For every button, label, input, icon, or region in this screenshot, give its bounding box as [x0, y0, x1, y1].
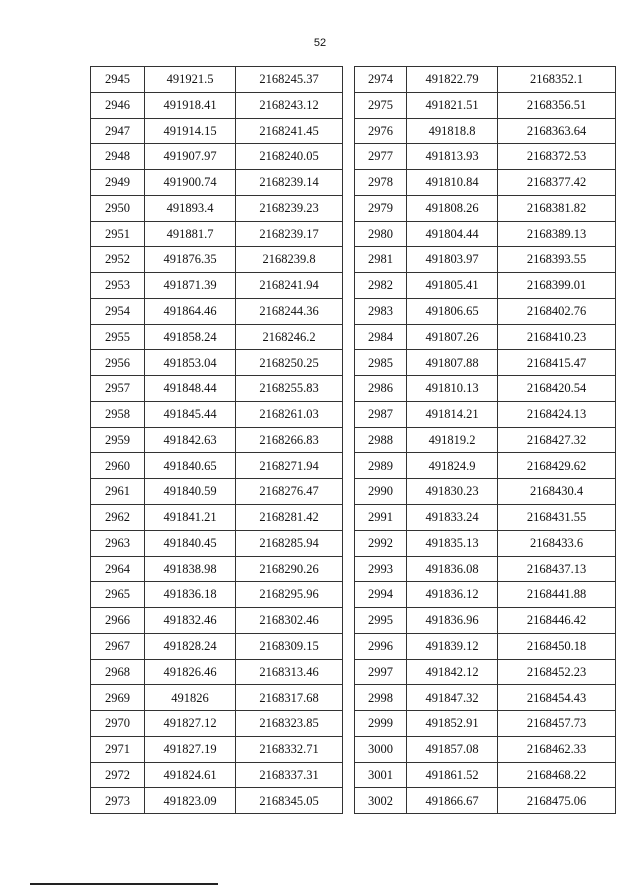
x-coordinate-cell: 491830.23 [407, 479, 498, 505]
x-coordinate-cell: 491821.51 [407, 92, 498, 118]
point-number-cell: 2966 [91, 608, 145, 634]
x-coordinate-cell: 491871.39 [145, 273, 236, 299]
point-number-cell: 2977 [355, 144, 407, 170]
table-row [91, 479, 343, 505]
x-coordinate-cell: 491907.97 [145, 144, 236, 170]
y-coordinate-cell: 2168433.6 [498, 530, 616, 556]
table-row [355, 633, 616, 659]
point-number-cell: 2997 [355, 659, 407, 685]
y-coordinate-cell: 2168337.31 [236, 762, 343, 788]
point-number-cell: 2975 [355, 92, 407, 118]
x-coordinate-cell: 491819.2 [407, 427, 498, 453]
y-coordinate-cell: 2168271.94 [236, 453, 343, 479]
table-row [91, 92, 343, 118]
x-coordinate-cell: 491813.93 [407, 144, 498, 170]
table-row [91, 401, 343, 427]
x-coordinate-cell: 491803.97 [407, 247, 498, 273]
point-number-cell: 2968 [91, 659, 145, 685]
y-coordinate-cell: 2168285.94 [236, 530, 343, 556]
table-row [91, 350, 343, 376]
y-coordinate-cell: 2168332.71 [236, 736, 343, 762]
x-coordinate-cell: 491840.65 [145, 453, 236, 479]
y-coordinate-cell: 2168323.85 [236, 711, 343, 737]
y-coordinate-cell: 2168309.15 [236, 633, 343, 659]
x-coordinate-cell: 491858.24 [145, 324, 236, 350]
y-coordinate-cell: 2168239.8 [236, 247, 343, 273]
table-row [355, 479, 616, 505]
x-coordinate-cell: 491808.26 [407, 195, 498, 221]
x-coordinate-cell: 491900.74 [145, 170, 236, 196]
y-coordinate-cell: 2168402.76 [498, 298, 616, 324]
point-number-cell: 2972 [91, 762, 145, 788]
point-number-cell: 2955 [91, 324, 145, 350]
point-number-cell: 2952 [91, 247, 145, 273]
point-number-cell: 2953 [91, 273, 145, 299]
x-coordinate-cell: 491826.46 [145, 659, 236, 685]
point-number-cell: 2994 [355, 582, 407, 608]
x-coordinate-cell: 491861.52 [407, 762, 498, 788]
y-coordinate-cell: 2168372.53 [498, 144, 616, 170]
y-coordinate-cell: 2168393.55 [498, 247, 616, 273]
x-coordinate-cell: 491804.44 [407, 221, 498, 247]
point-number-cell: 2958 [91, 401, 145, 427]
table-row [91, 273, 343, 299]
x-coordinate-cell: 491839.12 [407, 633, 498, 659]
table-row [355, 530, 616, 556]
x-coordinate-cell: 491836.08 [407, 556, 498, 582]
table-row [355, 453, 616, 479]
x-coordinate-cell: 491853.04 [145, 350, 236, 376]
table-row [355, 247, 616, 273]
coordinate-table-left [90, 66, 343, 814]
table-row [355, 170, 616, 196]
table-row [355, 298, 616, 324]
y-coordinate-cell: 2168430.4 [498, 479, 616, 505]
point-number-cell: 2982 [355, 273, 407, 299]
y-coordinate-cell: 2168424.13 [498, 401, 616, 427]
x-coordinate-cell: 491857.08 [407, 736, 498, 762]
table-row [355, 505, 616, 531]
x-coordinate-cell: 491842.63 [145, 427, 236, 453]
y-coordinate-cell: 2168429.62 [498, 453, 616, 479]
point-number-cell: 2981 [355, 247, 407, 273]
table-row [91, 376, 343, 402]
x-coordinate-cell: 491848.44 [145, 376, 236, 402]
point-number-cell: 2964 [91, 556, 145, 582]
y-coordinate-cell: 2168441.88 [498, 582, 616, 608]
table-row [355, 762, 616, 788]
table-row [91, 633, 343, 659]
table-row [91, 711, 343, 737]
point-number-cell: 2970 [91, 711, 145, 737]
coordinate-table-right [354, 66, 616, 814]
y-coordinate-cell: 2168266.83 [236, 427, 343, 453]
table-row [91, 608, 343, 634]
point-number-cell: 2991 [355, 505, 407, 531]
y-coordinate-cell: 2168450.18 [498, 633, 616, 659]
table-row [355, 711, 616, 737]
point-number-cell: 2998 [355, 685, 407, 711]
x-coordinate-cell: 491847.32 [407, 685, 498, 711]
x-coordinate-cell: 491852.91 [407, 711, 498, 737]
y-coordinate-cell: 2168389.13 [498, 221, 616, 247]
y-coordinate-cell: 2168281.42 [236, 505, 343, 531]
table-row [91, 170, 343, 196]
x-coordinate-cell: 491881.7 [145, 221, 236, 247]
y-coordinate-cell: 2168255.83 [236, 376, 343, 402]
point-number-cell: 2976 [355, 118, 407, 144]
table-row [91, 67, 343, 93]
table-row [355, 376, 616, 402]
point-number-cell: 2992 [355, 530, 407, 556]
x-coordinate-cell: 491840.45 [145, 530, 236, 556]
table-row [355, 67, 616, 93]
x-coordinate-cell: 491827.12 [145, 711, 236, 737]
table-row [91, 762, 343, 788]
table-row [355, 221, 616, 247]
x-coordinate-cell: 491921.5 [145, 67, 236, 93]
point-number-cell: 2954 [91, 298, 145, 324]
x-coordinate-cell: 491842.12 [407, 659, 498, 685]
y-coordinate-cell: 2168462.33 [498, 736, 616, 762]
y-coordinate-cell: 2168475.06 [498, 788, 616, 814]
y-coordinate-cell: 2168239.14 [236, 170, 343, 196]
x-coordinate-cell: 491836.12 [407, 582, 498, 608]
x-coordinate-cell: 491824.9 [407, 453, 498, 479]
x-coordinate-cell: 491823.09 [145, 788, 236, 814]
point-number-cell: 2980 [355, 221, 407, 247]
point-number-cell: 2995 [355, 608, 407, 634]
x-coordinate-cell: 491807.26 [407, 324, 498, 350]
table-row [91, 505, 343, 531]
x-coordinate-cell: 491918.41 [145, 92, 236, 118]
point-number-cell: 2996 [355, 633, 407, 659]
x-coordinate-cell: 491845.44 [145, 401, 236, 427]
table-row [91, 221, 343, 247]
x-coordinate-cell: 491822.79 [407, 67, 498, 93]
point-number-cell: 2950 [91, 195, 145, 221]
x-coordinate-cell: 491914.15 [145, 118, 236, 144]
table-row [355, 118, 616, 144]
table-row [355, 427, 616, 453]
table-row [91, 453, 343, 479]
point-number-cell: 2990 [355, 479, 407, 505]
x-coordinate-cell: 491826 [145, 685, 236, 711]
x-coordinate-cell: 491818.8 [407, 118, 498, 144]
y-coordinate-cell: 2168399.01 [498, 273, 616, 299]
y-coordinate-cell: 2168446.42 [498, 608, 616, 634]
x-coordinate-cell: 491864.46 [145, 298, 236, 324]
y-coordinate-cell: 2168468.22 [498, 762, 616, 788]
x-coordinate-cell: 491832.46 [145, 608, 236, 634]
point-number-cell: 2986 [355, 376, 407, 402]
x-coordinate-cell: 491814.21 [407, 401, 498, 427]
table-row [91, 736, 343, 762]
table-row [355, 788, 616, 814]
table-row [91, 247, 343, 273]
y-coordinate-cell: 2168356.51 [498, 92, 616, 118]
table-row [91, 659, 343, 685]
y-coordinate-cell: 2168295.96 [236, 582, 343, 608]
x-coordinate-cell: 491835.13 [407, 530, 498, 556]
table-row [91, 582, 343, 608]
y-coordinate-cell: 2168243.12 [236, 92, 343, 118]
y-coordinate-cell: 2168261.03 [236, 401, 343, 427]
y-coordinate-cell: 2168410.23 [498, 324, 616, 350]
x-coordinate-cell: 491893.4 [145, 195, 236, 221]
table-row [355, 324, 616, 350]
y-coordinate-cell: 2168415.47 [498, 350, 616, 376]
x-coordinate-cell: 491828.24 [145, 633, 236, 659]
x-coordinate-cell: 491824.61 [145, 762, 236, 788]
table-row [355, 273, 616, 299]
y-coordinate-cell: 2168250.25 [236, 350, 343, 376]
y-coordinate-cell: 2168244.36 [236, 298, 343, 324]
point-number-cell: 2999 [355, 711, 407, 737]
point-number-cell: 3002 [355, 788, 407, 814]
y-coordinate-cell: 2168290.26 [236, 556, 343, 582]
point-number-cell: 2957 [91, 376, 145, 402]
x-coordinate-cell: 491810.13 [407, 376, 498, 402]
y-coordinate-cell: 2168431.55 [498, 505, 616, 531]
point-number-cell: 2985 [355, 350, 407, 376]
point-number-cell: 2978 [355, 170, 407, 196]
point-number-cell: 2961 [91, 479, 145, 505]
table-row [91, 788, 343, 814]
table-row [355, 582, 616, 608]
point-number-cell: 2956 [91, 350, 145, 376]
y-coordinate-cell: 2168454.43 [498, 685, 616, 711]
point-number-cell: 2963 [91, 530, 145, 556]
point-number-cell: 2979 [355, 195, 407, 221]
point-number-cell: 2960 [91, 453, 145, 479]
point-number-cell: 2993 [355, 556, 407, 582]
page-number: 52 [313, 37, 327, 49]
point-number-cell: 2951 [91, 221, 145, 247]
point-number-cell: 2959 [91, 427, 145, 453]
y-coordinate-cell: 2168317.68 [236, 685, 343, 711]
x-coordinate-cell: 491806.65 [407, 298, 498, 324]
x-coordinate-cell: 491836.96 [407, 608, 498, 634]
table-row [355, 401, 616, 427]
x-coordinate-cell: 491876.35 [145, 247, 236, 273]
y-coordinate-cell: 2168240.05 [236, 144, 343, 170]
y-coordinate-cell: 2168345.05 [236, 788, 343, 814]
y-coordinate-cell: 2168457.73 [498, 711, 616, 737]
y-coordinate-cell: 2168241.94 [236, 273, 343, 299]
point-number-cell: 2949 [91, 170, 145, 196]
point-number-cell: 2971 [91, 736, 145, 762]
point-number-cell: 2974 [355, 67, 407, 93]
x-coordinate-cell: 491810.84 [407, 170, 498, 196]
point-number-cell: 2969 [91, 685, 145, 711]
point-number-cell: 2967 [91, 633, 145, 659]
table-row [355, 685, 616, 711]
x-coordinate-cell: 491841.21 [145, 505, 236, 531]
x-coordinate-cell: 491807.88 [407, 350, 498, 376]
y-coordinate-cell: 2168246.2 [236, 324, 343, 350]
point-number-cell: 2946 [91, 92, 145, 118]
y-coordinate-cell: 2168313.46 [236, 659, 343, 685]
table-row [355, 144, 616, 170]
table-row [355, 195, 616, 221]
table-row [355, 350, 616, 376]
table-row [355, 659, 616, 685]
y-coordinate-cell: 2168241.45 [236, 118, 343, 144]
table-row [91, 427, 343, 453]
table-row [91, 556, 343, 582]
point-number-cell: 2947 [91, 118, 145, 144]
table-row [91, 324, 343, 350]
table-row [91, 685, 343, 711]
point-number-cell: 3001 [355, 762, 407, 788]
y-coordinate-cell: 2168427.32 [498, 427, 616, 453]
table-row [355, 556, 616, 582]
point-number-cell: 2989 [355, 453, 407, 479]
y-coordinate-cell: 2168239.17 [236, 221, 343, 247]
point-number-cell: 2987 [355, 401, 407, 427]
point-number-cell: 2988 [355, 427, 407, 453]
y-coordinate-cell: 2168352.1 [498, 67, 616, 93]
y-coordinate-cell: 2168381.82 [498, 195, 616, 221]
y-coordinate-cell: 2168276.47 [236, 479, 343, 505]
x-coordinate-cell: 491805.41 [407, 273, 498, 299]
y-coordinate-cell: 2168420.54 [498, 376, 616, 402]
x-coordinate-cell: 491836.18 [145, 582, 236, 608]
table-row [91, 530, 343, 556]
table-row [355, 92, 616, 118]
footnote-rule [30, 883, 218, 885]
point-number-cell: 2962 [91, 505, 145, 531]
point-number-cell: 3000 [355, 736, 407, 762]
y-coordinate-cell: 2168239.23 [236, 195, 343, 221]
point-number-cell: 2984 [355, 324, 407, 350]
point-number-cell: 2965 [91, 582, 145, 608]
point-number-cell: 2945 [91, 67, 145, 93]
x-coordinate-cell: 491838.98 [145, 556, 236, 582]
point-number-cell: 2983 [355, 298, 407, 324]
table-row [91, 298, 343, 324]
table-row [355, 608, 616, 634]
table-row [91, 118, 343, 144]
x-coordinate-cell: 491866.67 [407, 788, 498, 814]
y-coordinate-cell: 2168363.64 [498, 118, 616, 144]
x-coordinate-cell: 491840.59 [145, 479, 236, 505]
point-number-cell: 2973 [91, 788, 145, 814]
y-coordinate-cell: 2168245.37 [236, 67, 343, 93]
table-row [91, 195, 343, 221]
y-coordinate-cell: 2168302.46 [236, 608, 343, 634]
x-coordinate-cell: 491833.24 [407, 505, 498, 531]
y-coordinate-cell: 2168377.42 [498, 170, 616, 196]
y-coordinate-cell: 2168437.13 [498, 556, 616, 582]
y-coordinate-cell: 2168452.23 [498, 659, 616, 685]
point-number-cell: 2948 [91, 144, 145, 170]
table-row [91, 144, 343, 170]
table-row [355, 736, 616, 762]
x-coordinate-cell: 491827.19 [145, 736, 236, 762]
